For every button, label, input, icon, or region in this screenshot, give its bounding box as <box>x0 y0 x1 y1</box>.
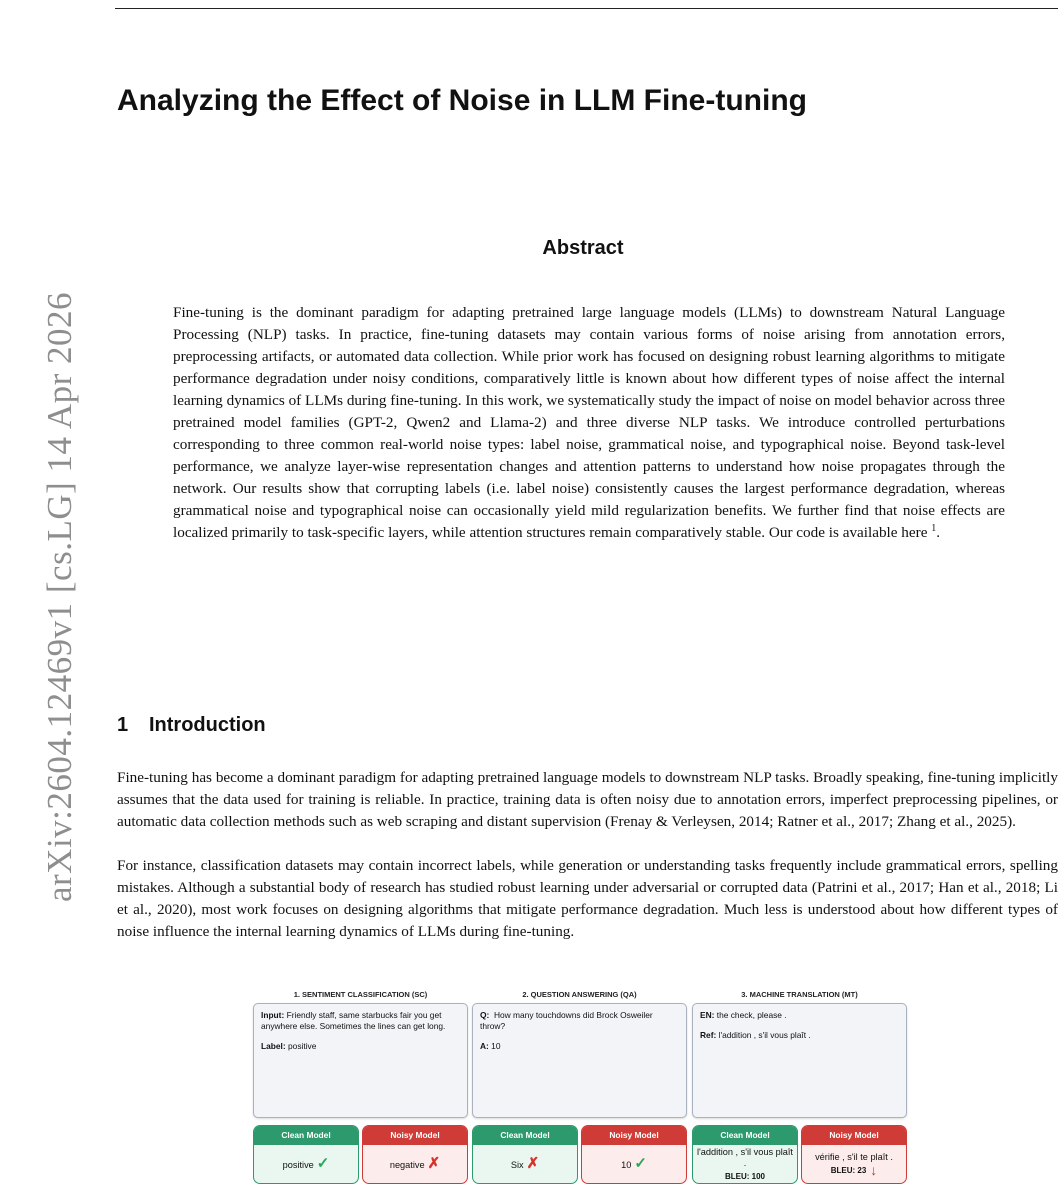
mt-ref-text: l'addition , s'il vous plaît . <box>718 1030 811 1040</box>
sc-input-text: Friendly staff, same starbucks fair you get anywhere else. Sometimes the lines can get long. <box>261 1010 446 1031</box>
abstract-heading: Abstract <box>542 237 624 259</box>
sc-clean-output: positive <box>282 1159 314 1170</box>
check-icon: ✓ <box>634 1154 647 1172</box>
mt-column-title: 3. MACHINE TRANSLATION (MT) <box>741 990 858 999</box>
qa-clean-model-card <box>472 1125 578 1184</box>
qa-answer-text: 10 <box>491 1041 501 1051</box>
cross-icon: ✗ <box>526 1154 540 1172</box>
noisy-model-label: Noisy Model <box>582 1126 686 1145</box>
mt-noisy-model-card <box>801 1125 907 1184</box>
qa-question-text: How many touchdowns did Brock Osweiler throw? <box>480 1010 653 1031</box>
qa-question-key: Q: <box>480 1010 490 1020</box>
abstract-end: . <box>936 524 941 541</box>
noisy-model-label: Noisy Model <box>802 1126 906 1145</box>
sc-label-key: Label: <box>261 1041 286 1051</box>
mt-clean-bleu: BLEU: 100 <box>724 1171 765 1181</box>
mt-noisy-bleu: BLEU: 23 <box>830 1166 867 1175</box>
section-title: Introduction <box>149 714 266 736</box>
sc-column-title: 1. SENTIMENT CLASSIFICATION (SC) <box>293 990 428 999</box>
footnote-marker[interactable]: 1 <box>931 522 937 534</box>
mt-clean-output: l'addition , s'il vous plaît . <box>697 1146 793 1168</box>
mt-input-box <box>692 1003 907 1118</box>
section-heading <box>117 714 266 737</box>
sc-input-key: Input: <box>261 1010 285 1020</box>
mt-clean-model-card <box>692 1125 798 1184</box>
clean-model-label: Clean Model <box>693 1126 797 1145</box>
mt-ref-key: Ref: <box>700 1030 717 1040</box>
check-icon: ✓ <box>316 1154 330 1172</box>
sc-label-text: positive <box>288 1041 317 1051</box>
arrow-down-icon: ↓ <box>870 1162 878 1178</box>
sc-input-box <box>253 1003 468 1118</box>
qa-answer-key: A: <box>480 1041 489 1051</box>
abstract-text: Fine-tuning is the dominant paradigm for adapting pretrained large language models (LLMs) to downstream Natural Language Processing (NLP) tasks. In practice, fine-tuning datasets may contain various forms of noise arising from annotation errors, preprocessing artifacts, or automated data collection. While prior work has focused on designing robust learning algorithms to mitigate performance degradation under noisy conditions, comparatively little is known about how different types of noise affect the internal learning dynamics of LLMs during fine-tuning. In this work, we systematically study the impact of noise on model behavior across three pretrained model families (GPT-2, Qwen2 and Llama-2) and three diverse NLP tasks. We introduce controlled perturbations corresponding to three common real-world noise types: label noise, grammatical noise, and typographical noise. Beyond task-level performance, we analyze layer-wise representation changes and attention patterns to understand how noise propagates through the network. Our results show that corrupting labels (i.e. label noise) consistently causes the largest performance degradation, whereas grammatical noise and typographical noise can occasionally yield mild regularization benefits. We further find that noise effects are localized primarily to task-specific layers, while attention structures remain comparatively stable. Our code is available here <box>173 304 1005 541</box>
sc-noisy-model-card <box>362 1125 468 1184</box>
mt-en-text: the check, please . <box>716 1010 787 1020</box>
qa-input-box <box>472 1003 687 1118</box>
qa-noisy-model-card <box>581 1125 687 1184</box>
qa-clean-output: Six <box>510 1159 524 1170</box>
cross-icon: ✗ <box>427 1154 441 1172</box>
clean-model-label: Clean Model <box>473 1126 577 1145</box>
sc-clean-model-card <box>253 1125 359 1184</box>
qa-column-title: 2. QUESTION ANSWERING (QA) <box>522 990 637 999</box>
qa-noisy-output: 10 <box>621 1159 632 1170</box>
sc-noisy-output: negative <box>389 1159 425 1170</box>
mt-noisy-output: vérifie , s'il te plaît . <box>815 1152 893 1162</box>
intro-paragraph: For instance, classification datasets may contain incorrect labels, while generation or understanding tasks frequently include grammatical errors, spelling mistakes. Although a substantial body of research has studied robust learning under adversarial or corrupted data (Patrini et al., 2017; Han et al., 2018; Li et al., 2020), most work focuses on designing algorithms that mitigate performance degradation. Much less is understood about how different types of noise influence the internal learning dynamics of LLMs during fine-tuning. <box>117 857 1058 940</box>
arxiv-side-stamp: arXiv:2604.12469v1 [cs.LG] 14 Apr 2026 <box>40 291 79 903</box>
clean-model-label: Clean Model <box>254 1126 358 1145</box>
intro-paragraph: Fine-tuning has become a dominant paradigm for adapting pretrained language models to downstream NLP tasks. Broadly speaking, fine-tuning implicitly assumes that the data used for training is reliable. In practice, training data is often noisy due to annotation errors, imperfect preprocessing pipelines, or automatic data collection methods such as web scraping and distant supervision (Frenay & Verleysen, 2014; Ratner et al., 2017; Zhang et al., 2025). <box>117 769 1058 830</box>
noisy-model-label: Noisy Model <box>363 1126 467 1145</box>
paper-title: Analyzing the Effect of Noise in LLM Fine-tuning <box>117 84 807 117</box>
section-number: 1 <box>117 714 129 736</box>
mt-en-key: EN: <box>700 1010 715 1020</box>
top-rule <box>115 8 1058 9</box>
abstract-body <box>173 302 1005 544</box>
